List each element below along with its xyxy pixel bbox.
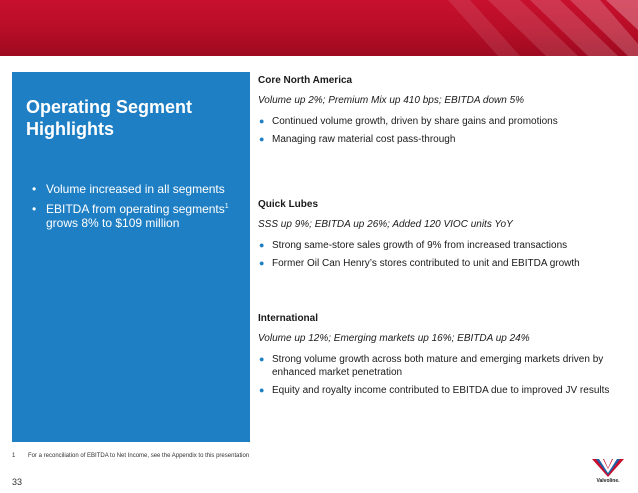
panel-bullet: [32, 202, 237, 230]
list-item-text: Equity and royalty income contributed to EBITDA due to improved JV results: [272, 385, 610, 396]
section-heading: Quick Lubes: [258, 199, 319, 210]
bullet-icon: •: [32, 182, 37, 196]
header-stripes-decoration: [0, 0, 638, 56]
bullet-icon: ●: [259, 258, 265, 268]
page-number: 33: [12, 477, 23, 487]
section-international: [258, 312, 630, 402]
list-item-text: Former Oil Can Henry’s stores contributed to unit and EBITDA growth: [272, 258, 580, 269]
highlights-panel: [12, 72, 250, 442]
list-item-text: Strong same-store sales growth of 9% from increased transactions: [272, 240, 568, 251]
bullet-icon: ●: [259, 240, 265, 250]
section-quick-lubes: [258, 198, 630, 275]
panel-bullet-text-start: EBITDA from operating segments: [46, 202, 225, 216]
panel-title-line-1: Operating Segment: [26, 97, 193, 117]
section-summary: Volume up 12%; Emerging markets up 16%; EBITDA up 24%: [258, 333, 530, 344]
bullet-icon: ●: [259, 385, 265, 395]
panel-title: [26, 96, 236, 140]
list-item-text: Managing raw material cost pass-through: [272, 134, 456, 145]
section-summary: SSS up 9%; EBITDA up 26%; Added 120 VIOC units YoY: [258, 219, 513, 230]
section-core-north-america: [258, 74, 630, 151]
list-item: [258, 257, 630, 270]
footnote: [12, 452, 412, 460]
panel-bullet-text-end: grows 8% to $109 million: [46, 216, 180, 230]
valvoline-v-logo-icon: [586, 458, 630, 478]
bullet-icon: ●: [259, 116, 265, 126]
list-item: [258, 115, 630, 128]
section-summary: Volume up 2%; Premium Mix up 410 bps; EBITDA down 5%: [258, 95, 525, 106]
bullet-icon: ●: [259, 354, 265, 364]
list-item: [258, 353, 630, 379]
bullet-icon: ●: [259, 134, 265, 144]
panel-bullet-text: Volume increased in all segments: [46, 182, 225, 196]
list-item: [258, 239, 630, 252]
list-item: [258, 384, 630, 397]
section-bullet-list: [258, 115, 630, 146]
section-bullet-list: [258, 239, 630, 270]
logo-wordmark: Valvoline.: [596, 478, 620, 484]
section-heading: Core North America: [258, 75, 353, 86]
header-band: [0, 0, 638, 56]
bullet-icon: •: [32, 202, 37, 216]
panel-title-line-2: Highlights: [26, 119, 114, 139]
footnote-number: 1: [12, 453, 16, 459]
footnote-marker: 1: [224, 203, 229, 210]
list-item-text: Continued volume growth, driven by share gains and promotions: [272, 116, 558, 127]
section-heading: International: [258, 313, 319, 324]
list-item-text: Strong volume growth across both mature and emerging markets driven by enhanced market penetration: [272, 354, 604, 378]
list-item: [258, 133, 630, 146]
valvoline-logo: [586, 458, 630, 488]
panel-bullet: [32, 182, 237, 196]
panel-bullet-list: [32, 182, 237, 236]
section-bullet-list: [258, 353, 630, 397]
footnote-text: For a reconciliation of EBITDA to Net Income, see the Appendix to this presentation: [28, 453, 250, 459]
